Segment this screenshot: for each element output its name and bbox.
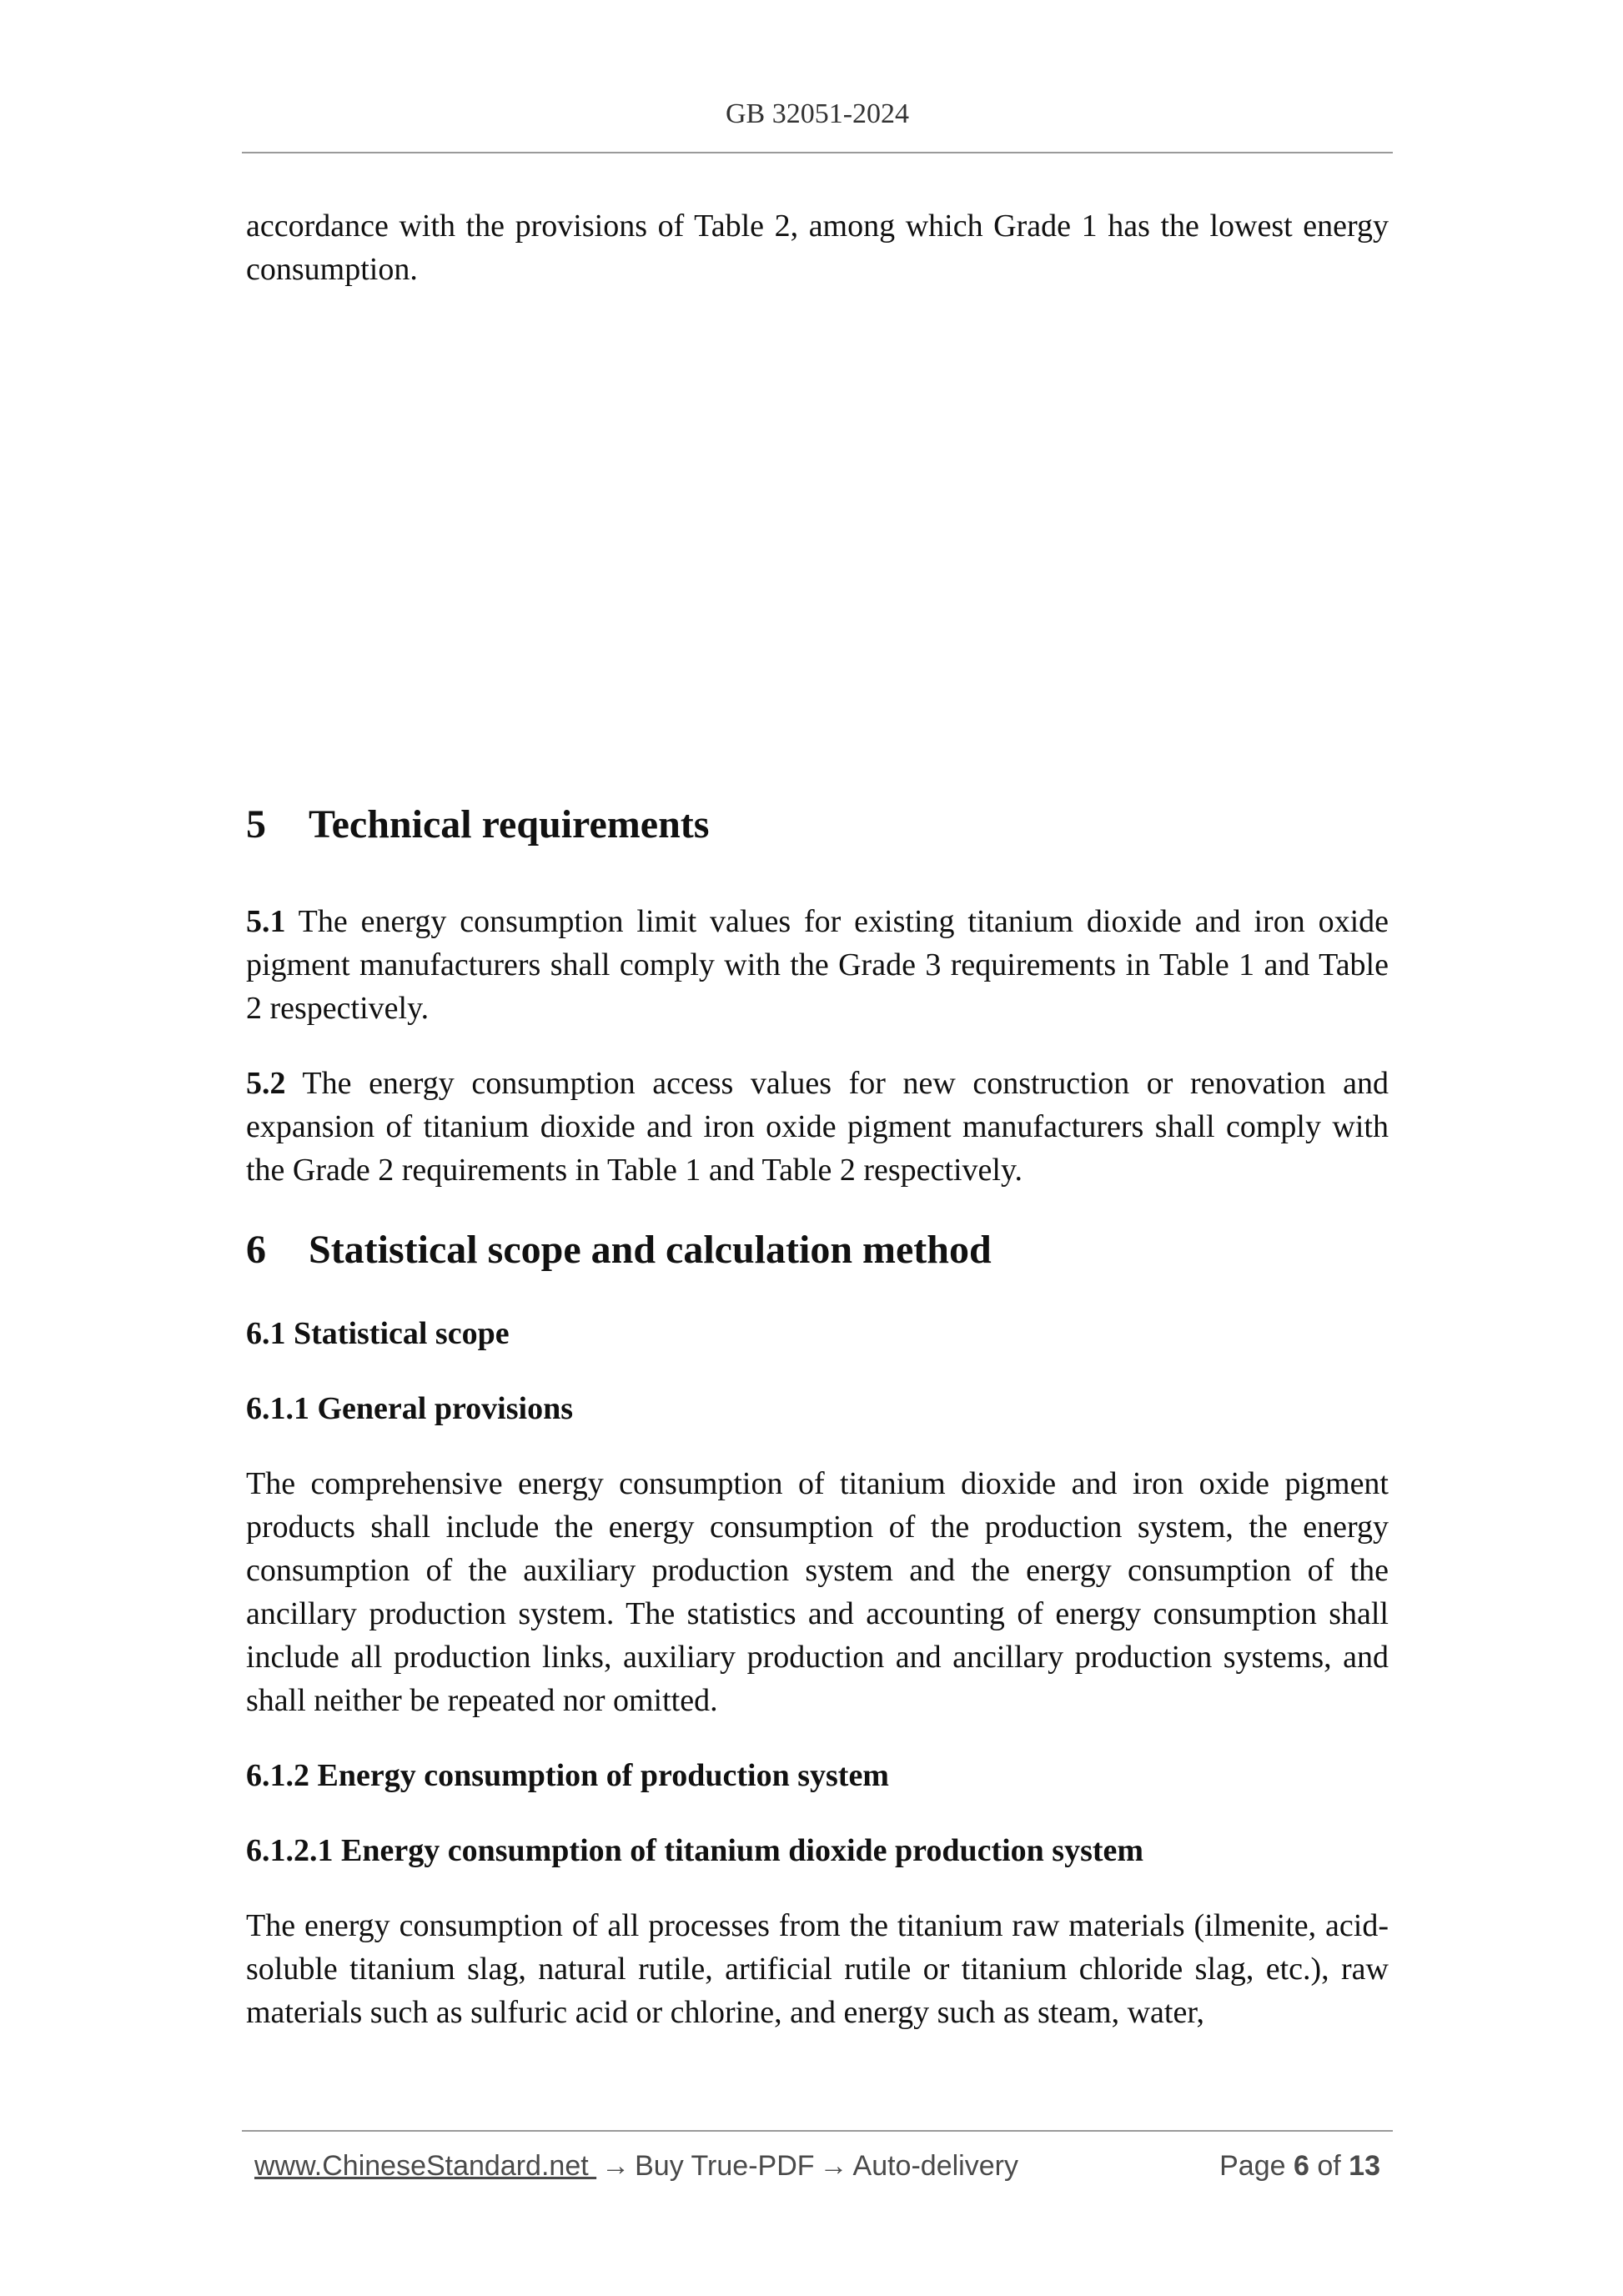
section-5-number: 5 xyxy=(246,802,266,847)
section-6-number: 6 xyxy=(246,1228,266,1272)
subsection-6-1-1-heading: 6.1.1 General provisions xyxy=(246,1391,573,1426)
page-current: 6 xyxy=(1293,2150,1309,2182)
document-id-header: GB 32051-2024 xyxy=(725,98,910,129)
page-content xyxy=(246,204,1389,2034)
page-indicator xyxy=(1219,2150,1380,2183)
clause-5-2 xyxy=(246,1062,1389,1192)
buy-true-pdf-text: Buy True-PDF xyxy=(635,2150,815,2182)
footer-divider xyxy=(242,2130,1393,2132)
clause-5-1 xyxy=(246,900,1389,1030)
section-6-heading xyxy=(246,1225,1389,1275)
footer-links xyxy=(254,2150,1018,2183)
blank-space xyxy=(246,291,1389,800)
arrow-right-icon: → xyxy=(819,2150,848,2182)
header-divider xyxy=(242,152,1393,153)
section-5-title: Technical requirements xyxy=(309,802,710,847)
page-total: 13 xyxy=(1349,2150,1380,2182)
clause-5-2-text: The energy consumption access values for new construction or renovation and expansion of titanium dioxide and iron oxide pigment manufacturers shall comply with the Grade 2 requirements in Table 1 and Table 2 respectively. xyxy=(246,1066,1389,1188)
arrow-right-icon: → xyxy=(601,2150,631,2182)
page-footer xyxy=(254,2150,1380,2183)
subsection-6-1-heading: 6.1 Statistical scope xyxy=(246,1316,510,1351)
page-label: Page xyxy=(1219,2150,1286,2182)
auto-delivery-text: Auto-delivery xyxy=(852,2150,1018,2182)
subsection-6-1-2-heading: 6.1.2 Energy consumption of production system xyxy=(246,1758,889,1793)
clause-5-1-number: 5.1 xyxy=(246,904,286,939)
clause-5-1-text: The energy consumption limit values for existing titanium dioxide and iron oxide pigment manufacturers shall comply with the Grade 3 requirements in Table 1 and Table 2 respectively. xyxy=(246,904,1389,1026)
intro-paragraph: accordance with the provisions of Table 2, among which Grade 1 has the lowest energy consumption. xyxy=(246,208,1389,287)
page-of: of xyxy=(1317,2150,1341,2182)
chinese-standard-link[interactable]: www.ChineseStandard.net xyxy=(254,2150,597,2182)
paragraph-6-1-1: The comprehensive energy consumption of titanium dioxide and iron oxide pigment products shall include the energy consumption of the production system, the energy consumption of the auxiliary production system and the energy consumption of the ancillary production system. The statistics and accounting of energy consumption shall include all production links, auxiliary production and ancillary production systems, and shall neither be repeated nor omitted. xyxy=(246,1466,1389,1718)
clause-5-2-number: 5.2 xyxy=(246,1066,286,1101)
subsection-6-1-2-1-heading: 6.1.2.1 Energy consumption of titanium dioxide production system xyxy=(246,1833,1144,1868)
section-6-title: Statistical scope and calculation method xyxy=(309,1228,992,1272)
paragraph-6-1-2-1: The energy consumption of all processes from the titanium raw materials (ilmenite, acid-soluble titanium slag, natural rutile, artificial rutile or titanium chloride slag, etc.), raw materials such as sulfuric acid or chlorine, and energy such as steam, water, xyxy=(246,1908,1389,2030)
section-5-heading xyxy=(246,800,1389,850)
